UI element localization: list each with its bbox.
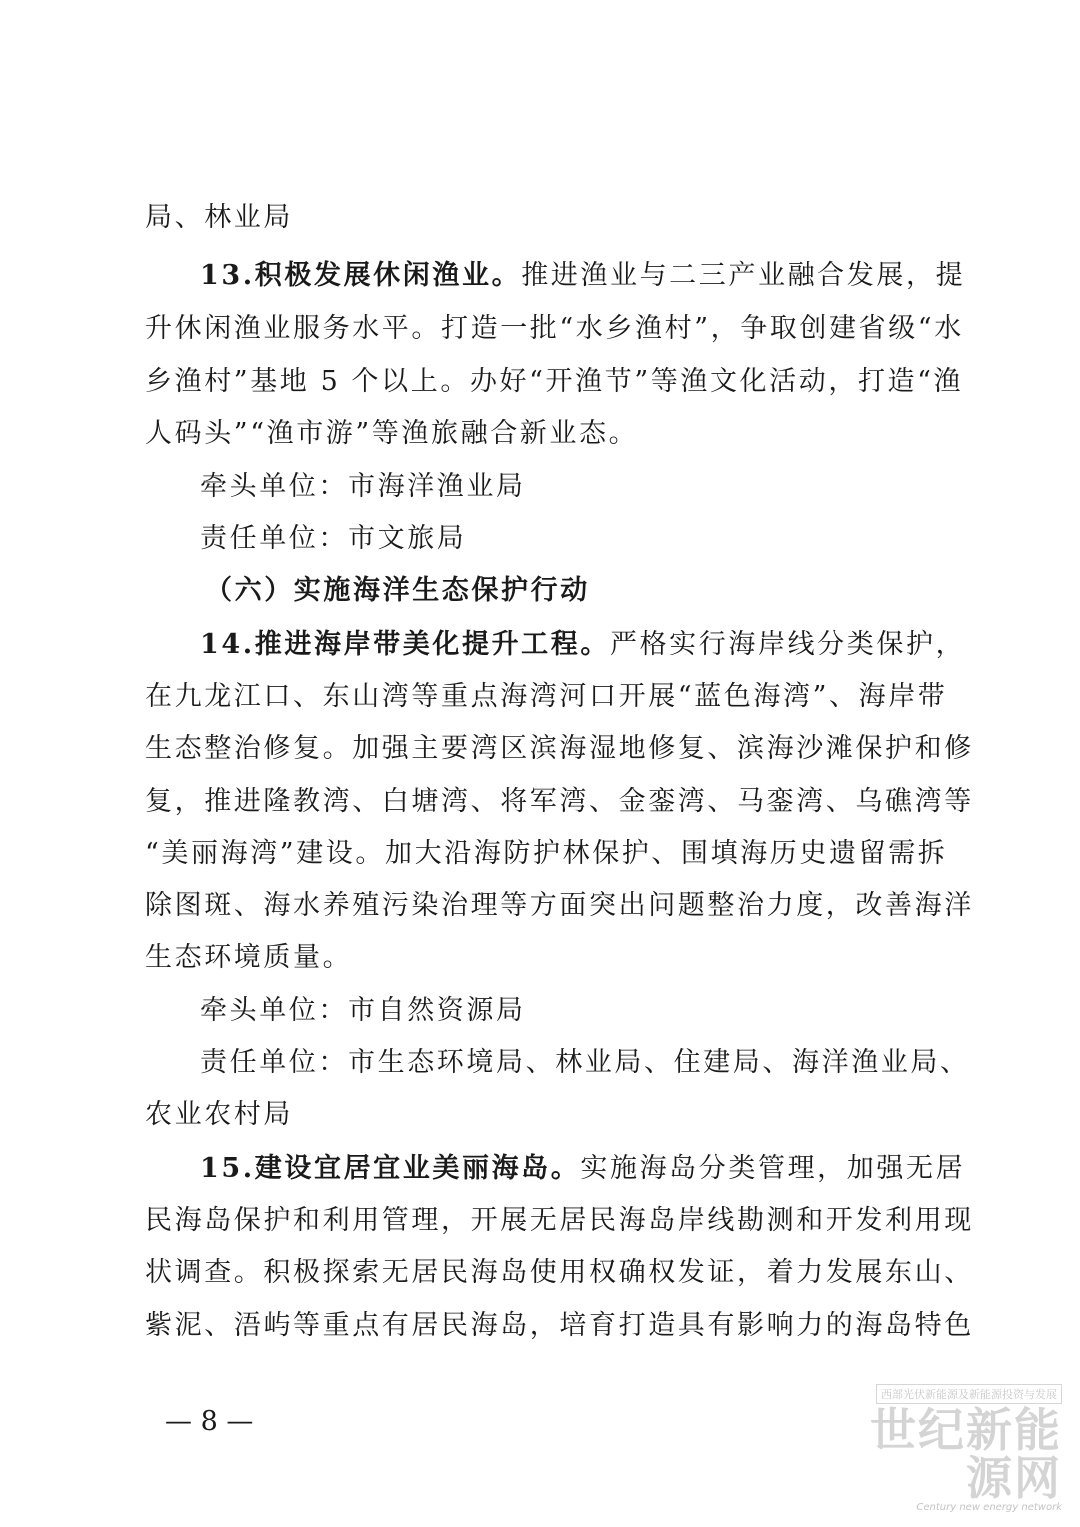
item-13-line: 13.积极发展休闲渔业。推进渔业与二三产业融合发展，提 (200, 260, 966, 291)
text-line: 人码头”“渔市游”等渔旅融合新业态。 (145, 418, 639, 449)
watermark-subtitle: Century new energy network (916, 1502, 1062, 1513)
text-line: 紫泥、浯屿等重点有居民海岛，培育打造具有影响力的海岛特色 (145, 1310, 974, 1341)
item-14-title: 14.推进海岸带美化提升工程。 (200, 629, 610, 660)
text-line: 乡渔村”基地 5 个以上。办好“开渔节”等渔文化活动，打造“渔 (145, 366, 964, 397)
text-line: 局、林业局 (145, 202, 293, 233)
text-line: “美丽海湾”建设。加大沿海防护林保护、围填海历史遗留需拆 (145, 838, 948, 869)
item-14-line: 14.推进海岸带美化提升工程。严格实行海岸线分类保护， (200, 629, 966, 660)
watermark-tagline: 西部光伏新能源及新能源投资与发展 (876, 1384, 1062, 1404)
item-15-title: 15.建设宜居宜业美丽海岛。 (200, 1153, 581, 1184)
text-line: 在九龙江口、东山湾等重点海湾河口开展“蓝色海湾”、海岸带 (145, 681, 948, 712)
lead-unit-line: 牵头单位：市海洋渔业局 (200, 471, 526, 502)
watermark (852, 1383, 1062, 1513)
page-number: — 8 — (165, 1406, 254, 1437)
item-13-title: 13.积极发展休闲渔业。 (200, 260, 522, 291)
section-heading: （六）实施海洋生态保护行动 (205, 575, 590, 606)
watermark-logo-text: 世纪新能源网 (870, 1403, 1062, 1505)
text-line: 生态环境质量。 (145, 942, 353, 973)
text-line: 状调查。积极探索无居民海岛使用权确权发证，着力发展东山、 (145, 1257, 974, 1288)
text-line: 民海岛保护和利用管理，开展无居民海岛岸线勘测和开发利用现 (145, 1205, 974, 1236)
text-line: 升休闲渔业服务水平。打造一批“水乡渔村”，争取创建省级“水 (145, 313, 964, 344)
responsible-unit-line: 责任单位：市生态环境局、林业局、住建局、海洋渔业局、 (200, 1047, 970, 1078)
text-line: 除图斑、海水养殖污染治理等方面突出问题整治力度，改善海洋 (145, 890, 974, 921)
text-line: 农业农村局 (145, 1099, 293, 1130)
item-15-line: 15.建设宜居宜业美丽海岛。实施海岛分类管理，加强无居 (200, 1153, 966, 1184)
responsible-unit-line: 责任单位：市文旅局 (200, 523, 467, 554)
text-line: 生态整治修复。加强主要湾区滨海湿地修复、滨海沙滩保护和修 (145, 733, 974, 764)
lead-unit-line: 牵头单位：市自然资源局 (200, 995, 526, 1026)
text-line: 复，推进隆教湾、白塘湾、将军湾、金銮湾、马銮湾、乌礁湾等 (145, 786, 974, 817)
